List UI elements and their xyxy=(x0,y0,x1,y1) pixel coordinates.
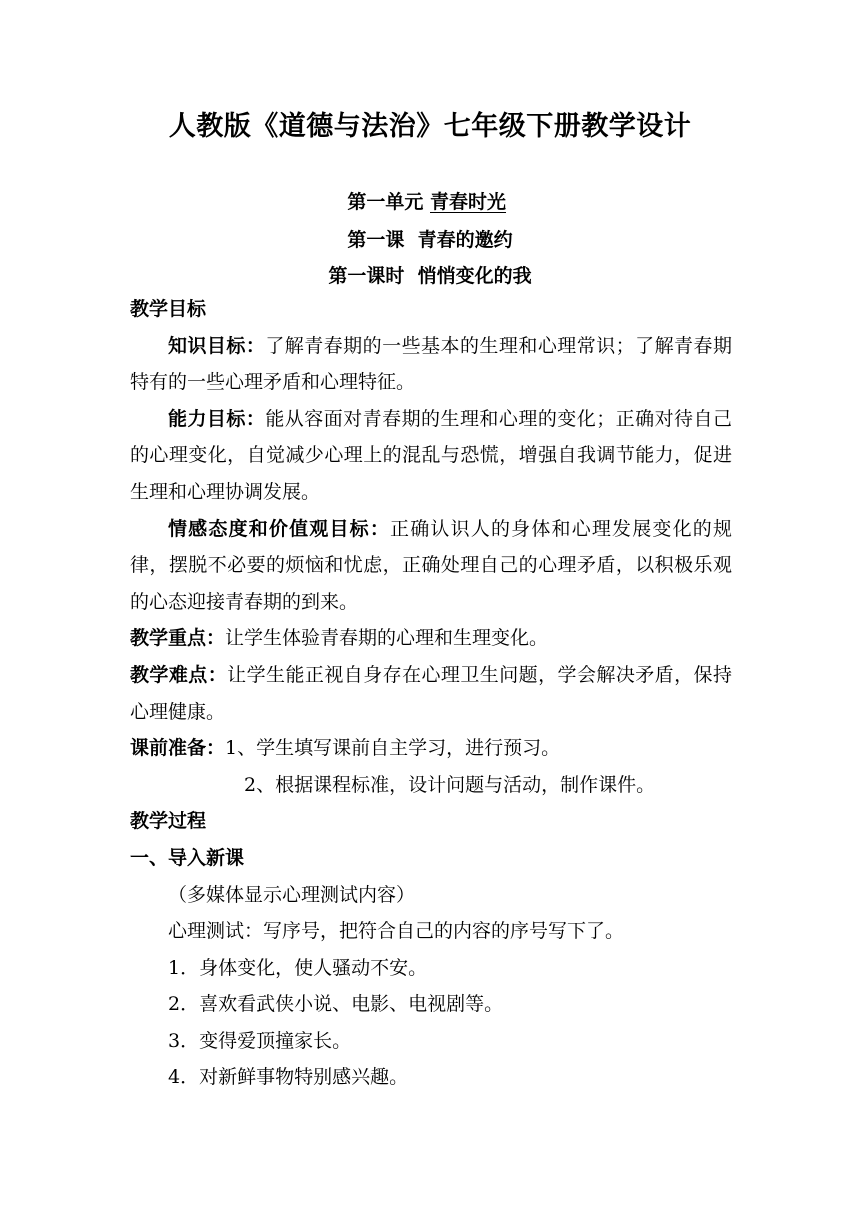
process-heading: 教学过程 xyxy=(130,810,207,833)
unit-label: 第一单元 xyxy=(347,191,424,213)
test-item: 1．身体变化，使人骚动不安。 xyxy=(168,956,428,979)
teaching-key-point xyxy=(130,620,732,657)
document-title: 人教版《道德与法治》七年级下册教学设计 xyxy=(168,111,692,142)
knowledge-label: 知识目标： xyxy=(168,334,266,357)
teaching-difficulty xyxy=(130,657,732,730)
test-item: 4．对新鲜事物特别感兴趣。 xyxy=(168,1066,409,1089)
key-label: 教学重点： xyxy=(130,627,226,650)
test-intro: 心理测试：写序号，把符合自己的内容的序号写下了。 xyxy=(168,920,625,943)
key-text: 让学生体验青春期的心理和生理变化。 xyxy=(225,627,549,650)
document-body xyxy=(130,291,732,1096)
emotion-objective xyxy=(130,511,732,621)
difficulty-label: 教学难点： xyxy=(130,663,228,686)
preparation-line-1 xyxy=(130,730,732,767)
test-item: 2．喜欢看武侠小说、电影、电视剧等。 xyxy=(168,993,504,1016)
difficulty-text: 让学生能正视自身存在心理卫生问题，学会解决矛盾，保持心理健康。 xyxy=(130,663,732,723)
prep-label: 课前准备： xyxy=(130,737,226,760)
test-item: 3．变得爱顶撞家长。 xyxy=(168,1029,352,1052)
period-heading: 第一课时 悄悄变化的我 xyxy=(328,265,532,287)
objectives-heading: 教学目标 xyxy=(130,298,207,320)
media-note: （多媒体显示心理测试内容） xyxy=(168,883,416,906)
ability-text: 能从容面对青春期的生理和心理的变化；正确对待自己的心理变化，自觉减少心理上的混乱与恐慌，增强自我调节能力，促进生理和心理协调发展。 xyxy=(130,407,732,503)
lesson-heading: 第一课 青春的邀约 xyxy=(347,229,513,251)
ability-objective xyxy=(130,401,732,511)
ability-label: 能力目标： xyxy=(168,407,266,430)
emotion-text: 正确认识人的身体和心理发展变化的规律，摆脱不必要的烦恼和忧虑，正确处理自己的心理矛盾，以积极乐观的心态迎接青春期的到来。 xyxy=(130,517,732,613)
knowledge-objective xyxy=(130,328,732,401)
preparation-line-2: 2、根据课程标准，设计问题与活动，制作课件。 xyxy=(244,773,656,796)
section-heading-intro: 一、导入新课 xyxy=(130,846,245,869)
emotion-label: 情感态度和价值观目标： xyxy=(168,517,391,540)
knowledge-text: 了解青春期的一些基本的生理和心理常识；了解青春期特有的一些心理矛盾和心理特征。 xyxy=(130,334,732,394)
prep-item-1: 1、学生填写课前自主学习，进行预习。 xyxy=(225,737,561,760)
unit-name: 青春时光 xyxy=(430,191,507,213)
unit-heading xyxy=(0,187,860,214)
